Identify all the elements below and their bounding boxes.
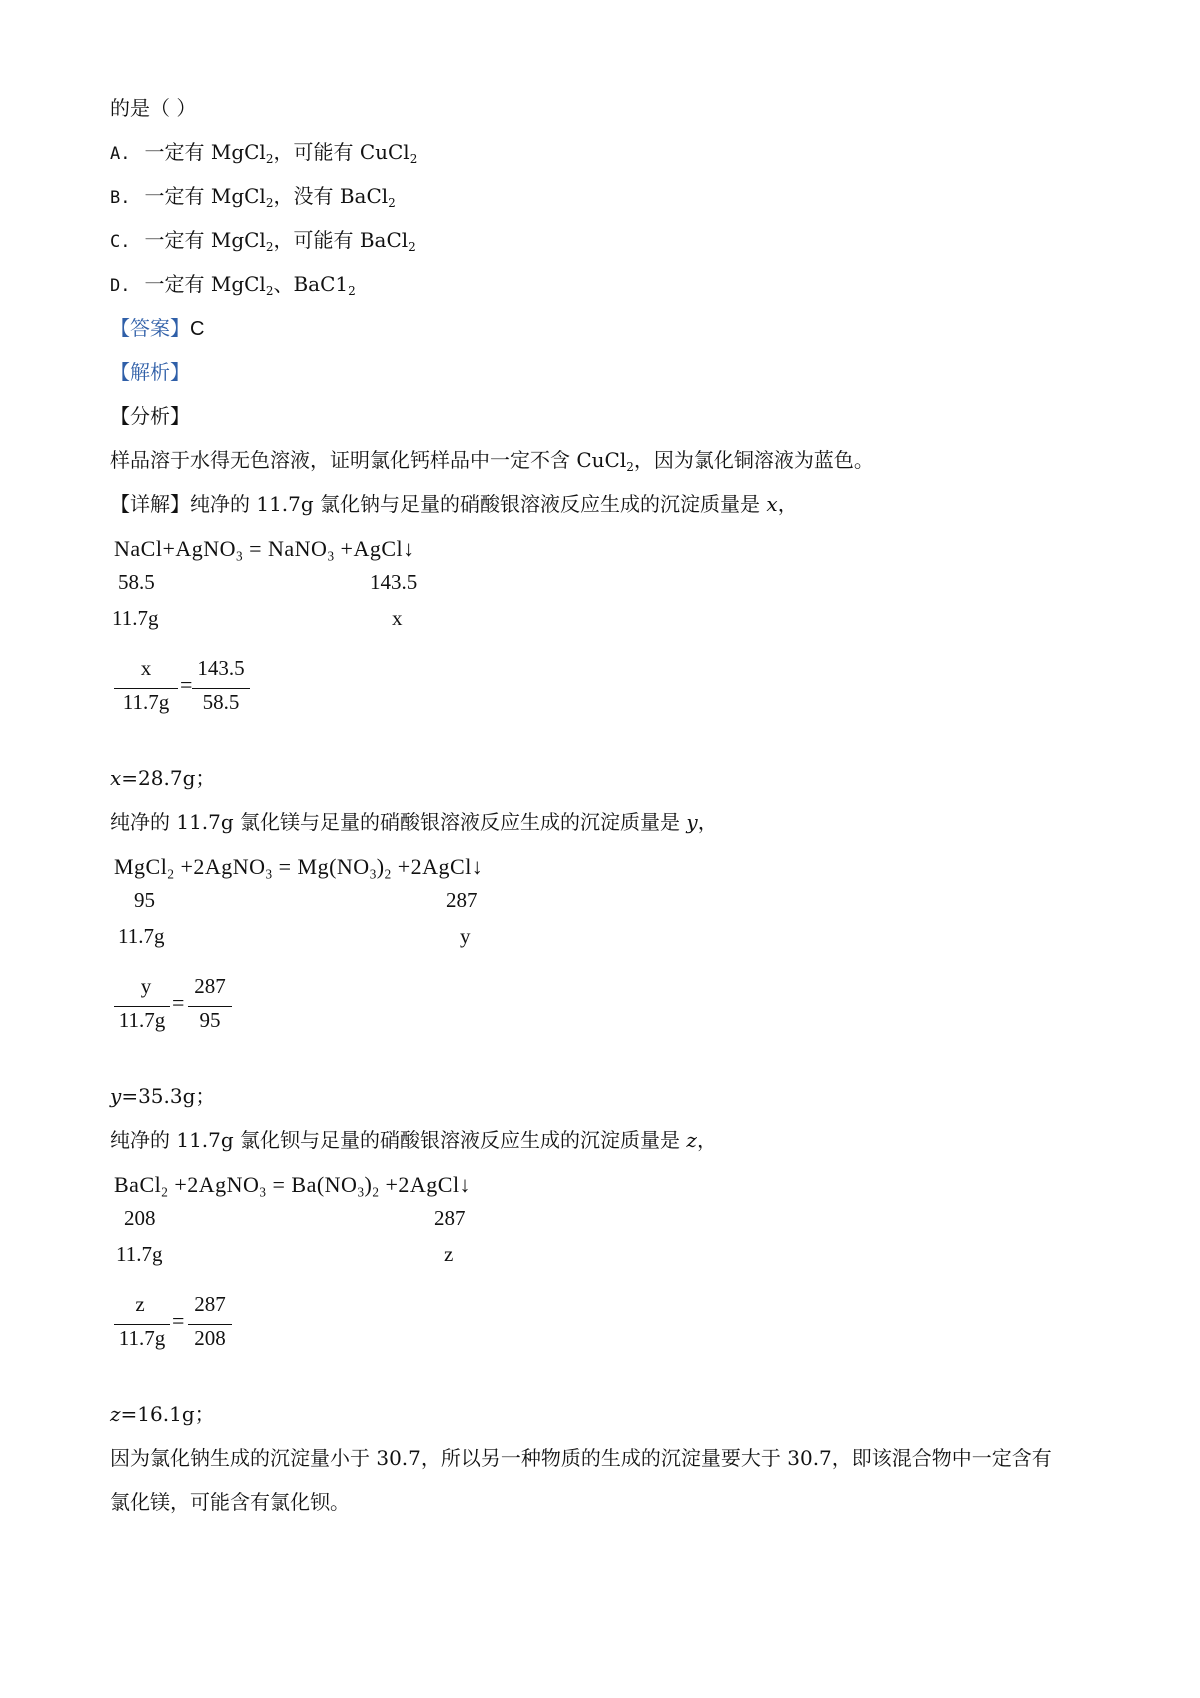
given-mass: 11.7g (118, 924, 165, 948)
molar-mass-mgcl2: 95 (134, 888, 155, 912)
question-tail: 的是（ ） (110, 96, 197, 120)
punct: ， (777, 492, 798, 516)
frac-right-num: 287 (194, 1292, 226, 1316)
punct: ， (696, 1128, 717, 1152)
subscript: 2 (626, 460, 634, 475)
fraction-bar (114, 688, 178, 689)
equation-nacl (114, 536, 415, 562)
eq-part: ) (364, 1172, 373, 1197)
eq-part: = Mg(NO (272, 854, 370, 879)
result-x (110, 764, 215, 792)
variable: x (110, 766, 122, 790)
frac-left-num: z (135, 1292, 145, 1316)
eq-part: +2AgCl↓ (391, 854, 484, 879)
subscript: 2 (348, 284, 356, 299)
subscript: 2 (384, 866, 392, 882)
unknown-mass: x (392, 606, 403, 630)
subscript: 3 (236, 548, 244, 564)
variable: y (686, 810, 698, 834)
molar-mass-agcl: 287 (446, 888, 478, 912)
answer-label: 【答案】 (110, 316, 190, 340)
line-text: 纯净的 11.7g 氯化镁与足量的硝酸银溶液反应生成的沉淀质量是 (110, 810, 687, 834)
subscript: 2 (265, 152, 274, 167)
eq-part: = Ba(NO (266, 1172, 358, 1197)
answer-line (110, 314, 204, 343)
frac-left-num: y (140, 974, 152, 998)
variable: z (686, 1128, 697, 1152)
frac-left-den: 11.7g (118, 1008, 166, 1032)
line-mgcl2 (110, 808, 718, 836)
result-value: =28.7g； (121, 766, 216, 790)
option-text: ，可能有 BaCl (273, 228, 409, 252)
option-text: 一定有 MgCl (144, 184, 266, 208)
option-letter: A. (110, 144, 131, 164)
equation-mgcl2 (114, 854, 483, 880)
eq-part: +2AgNO (174, 854, 266, 879)
punct: ， (697, 810, 718, 834)
fenxi-text (110, 446, 874, 474)
subscript: 2 (265, 240, 274, 255)
equals-sign: = (180, 672, 193, 697)
eq-part: MgCl (114, 854, 168, 879)
fraction-bar (114, 1006, 170, 1007)
fenxi-text-a: 样品溶于水得无色溶液，证明氯化钙样品中一定不含 CuCl (110, 448, 627, 472)
subscript: 2 (167, 866, 175, 882)
conclusion-line-1: 因为氯化钠生成的沉淀量小于 30.7，所以另一种物质的生成的沉淀量要大于 30.7，即该混合物中一定含有 (110, 1446, 1052, 1470)
option-letter: C. (110, 232, 131, 252)
frac-left-den: 11.7g (122, 690, 170, 714)
fenxi-text-b: ，因为氯化铜溶液为蓝色。 (633, 448, 874, 472)
option-b (110, 182, 396, 212)
fraction-bar (188, 1324, 232, 1325)
molar-mass-agcl: 287 (434, 1206, 466, 1230)
option-letter: B. (110, 188, 131, 208)
result-y (110, 1082, 215, 1110)
option-text: 、BaC1 (273, 272, 349, 296)
unknown-mass: z (444, 1242, 454, 1266)
eq-part: NaCl+AgNO (114, 536, 237, 561)
subscript: 2 (372, 1184, 380, 1200)
option-letter: D. (110, 276, 131, 296)
subscript: 3 (259, 1184, 267, 1200)
molar-mass-nacl: 58.5 (118, 570, 155, 594)
eq-part: +2AgCl↓ (379, 1172, 472, 1197)
subscript: 3 (327, 548, 335, 564)
conclusion-line-2: 氯化镁，可能含有氯化钡。 (110, 1490, 350, 1514)
subscript: 2 (388, 196, 396, 211)
result-z (110, 1400, 215, 1428)
given-mass: 11.7g (116, 1242, 163, 1266)
option-a (110, 138, 417, 168)
detail-intro-text: 【详解】纯净的 11.7g 氯化钠与足量的硝酸银溶液反应生成的沉淀质量是 (110, 492, 767, 516)
eq-part: ) (376, 854, 385, 879)
frac-right-den: 95 (199, 1008, 221, 1032)
frac-right-den: 58.5 (202, 690, 240, 714)
molar-mass-bacl2: 208 (124, 1206, 156, 1230)
subscript: 3 (357, 1184, 365, 1200)
option-text: 一定有 MgCl (144, 140, 266, 164)
equals-sign: = (172, 1308, 185, 1333)
subscript: 2 (161, 1184, 169, 1200)
frac-left-den: 11.7g (118, 1326, 166, 1350)
eq-part: = NaNO (243, 536, 328, 561)
frac-left-num: x (140, 656, 152, 680)
eq-part: +AgCl↓ (334, 536, 415, 561)
subscript: 2 (265, 284, 274, 299)
result-value: =35.3g； (121, 1084, 216, 1108)
variable: x (766, 492, 778, 516)
result-value: =16.1g； (120, 1402, 215, 1426)
fenxi-label: 【分析】 (110, 404, 190, 428)
fraction-bar (192, 688, 250, 689)
eq-part: BaCl (114, 1172, 162, 1197)
option-c (110, 226, 416, 256)
option-text: ，没有 BaCl (273, 184, 389, 208)
variable: z (110, 1402, 121, 1426)
equation-bacl2 (114, 1172, 471, 1198)
option-text: 一定有 MgCl (144, 272, 266, 296)
unknown-mass: y (460, 924, 471, 948)
frac-right-num: 143.5 (197, 656, 245, 680)
subscript: 3 (369, 866, 377, 882)
subscript: 2 (409, 152, 418, 167)
eq-part: +2AgNO (168, 1172, 260, 1197)
variable: y (110, 1084, 122, 1108)
option-text: 一定有 MgCl (144, 228, 266, 252)
frac-right-den: 208 (194, 1326, 226, 1350)
frac-right-num: 287 (194, 974, 226, 998)
equals-sign: = (172, 990, 185, 1015)
given-mass: 11.7g (112, 606, 159, 630)
subscript: 3 (265, 866, 273, 882)
molar-mass-agcl: 143.5 (370, 570, 418, 594)
fraction-bar (114, 1324, 170, 1325)
fraction-bar (188, 1006, 232, 1007)
detail-intro (110, 490, 798, 518)
analysis-label: 【解析】 (110, 360, 190, 384)
line-text: 纯净的 11.7g 氯化钡与足量的硝酸银溶液反应生成的沉淀质量是 (110, 1128, 687, 1152)
option-text: ，可能有 CuCl (273, 140, 410, 164)
line-bacl2 (110, 1126, 717, 1154)
subscript: 2 (265, 196, 274, 211)
option-d (110, 270, 356, 300)
subscript: 2 (408, 240, 416, 255)
answer-value: C (190, 318, 205, 340)
